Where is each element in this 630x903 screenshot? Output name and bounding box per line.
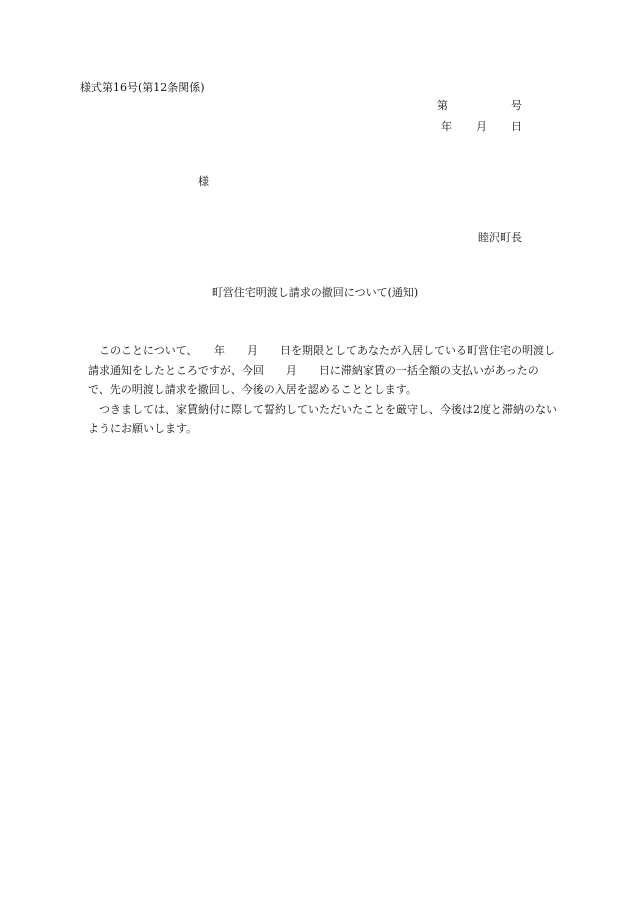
body-paragraph-2: つきましては、家賃納付に際して誓約していただいたことを厳守し、今後は2度と滞納のないようにお願いします。 (88, 402, 557, 435)
date-month-label: 月 (476, 120, 487, 133)
body-paragraph-1: このことについて、 年 月 日を期限としてあなたが入居している町営住宅の明渡し請求通知をしたところですが、今回 月 日に滞納家賃の一括全額の支払いがあったので、先の明渡し請求を撤回し、今後の入居を認めることとします。 (88, 344, 556, 396)
document-body (88, 341, 558, 439)
document-number (437, 100, 522, 111)
date-year-label: 年 (441, 120, 452, 133)
document-date (441, 121, 522, 132)
sender: 睦沢町長 (478, 231, 522, 244)
document-number-suffix: 号 (511, 99, 522, 112)
form-number: 様式第16号(第12条関係) (80, 81, 205, 94)
document-title: 町営住宅明渡し請求の撤回について(通知) (211, 286, 419, 299)
recipient: 様 (198, 175, 209, 188)
document-number-prefix: 第 (437, 99, 448, 112)
date-day-label: 日 (511, 120, 522, 133)
